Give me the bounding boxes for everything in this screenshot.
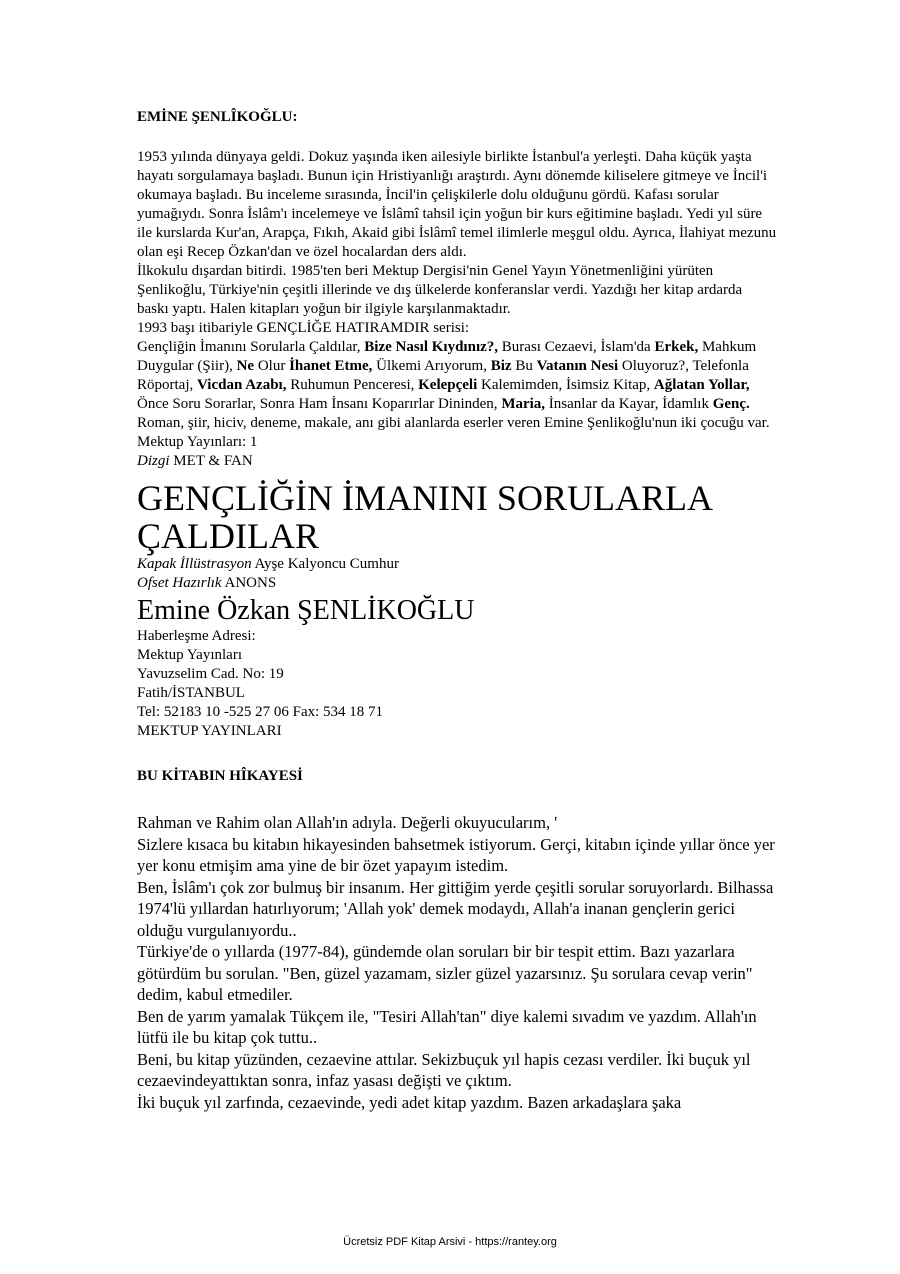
story-paragraph: Ben, İslâm'ı çok zor bulmuş bir insanım. Her gittiğim yerde çeşitli sorular soruyorlardı. Bilhassa 1974'lü yıllardan hatırlıyorum; 'Allah yok' demek modaydı, Allah'a inanan gençlerin gerici olduğu vurgulanıyordu..: [137, 877, 774, 940]
story-paragraph: Sizlere kısaca bu kitabın hikayesinden bahsetmek istiyorum. Gerçi, kitabın içinde yıllar önce yer yer konu etmişim ama yine de bir özet yapayım istedim.: [137, 834, 775, 875]
document-page: [137, 108, 777, 1113]
book-list-bold: İhanet Etme,: [289, 358, 373, 374]
book-list-bold: Biz: [490, 358, 512, 374]
book-list-text: Kalemimden, İsimsiz Kitap,: [477, 377, 654, 393]
book-list-text: Ülkemi Arıyorum,: [372, 358, 491, 374]
story-heading: BU KİTABIN HÎKAYESİ: [137, 768, 303, 784]
page-footer: Ücretsiz PDF Kitap Arsivi - https://rantey.org: [343, 1236, 557, 1248]
contact-address: [137, 627, 777, 741]
book-list-bold: Vicdan Azabı,: [197, 377, 287, 393]
bio-paragraph: 1953 yılında dünyaya geldi. Dokuz yaşında iken ailesiyle birlikte İstanbul'a yerleşti. Daha küçük yaşta hayatı sorgulamaya başladı. Bunun için Hristiyanlığı araştırdı. Aynı dönemde kiliselere gitmeye ve İncil'i okumaya başladı. Bu inceleme sırasında, İncil'in çelişkilerle dolu olduğunu gördü. Kafası sorular yumağıydı. Sonra İslâm'ı incelemeye ve İslâmî tahsil için yoğun bir kurs eğitimine başladı. Yedi yıl süre ile kurslarda Kur'an, Arapça, Fıkıh, Akaid gibi İslâmî temel ilimlerle meşgul oldu. Ayrıca, İlahiyat mezunu olan eşi Recep Özkan'dan ve özel hocalardan ders aldı.: [137, 149, 777, 260]
kapak-credit: [137, 555, 777, 574]
story-paragraph: İki buçuk yıl zarfında, cezaevinde, yedi adet kitap yazdım. Bazen arkadaşlara şaka: [137, 1092, 682, 1112]
book-list-text: Mahkum Duygular (Şiir),: [137, 339, 757, 374]
address-line: Haberleşme Adresi:: [137, 628, 256, 644]
book-list-bold: Ağlatan Yollar,: [653, 377, 750, 393]
bio-paragraph: 1993 başı itibariyle GENÇLİĞE HATIRAMDIR serisi:: [137, 320, 470, 336]
story-body: [137, 812, 777, 1113]
address-line: Yavuzselim Cad. No: 19: [137, 666, 284, 682]
ofset-credit: [137, 574, 777, 593]
author-bio: [137, 148, 777, 471]
dizgi-label: Dizgi: [137, 453, 170, 469]
ofset-label: Ofset Hazırlık: [137, 575, 222, 591]
bio-paragraph: Roman, şiir, hiciv, deneme, makale, anı gibi alanlarda eserler veren Emine Şenlikoğlu'nun iki çocuğu var.: [137, 415, 770, 431]
bio-paragraph: İlkokulu dışardan bitirdi. 1985'ten beri Mektup Dergisi'nin Genel Yayın Yönetmenliğini yürüten Şenlikoğlu, Türkiye'nin çeşitli illerinde ve dış ülkelerde konferanslar verdi. Yazdığı her kitap ardarda baskı yaptı. Halen kitapları yoğun bir ilgiyle karşılanmaktadır.: [137, 263, 743, 317]
dizgi-line: [137, 452, 777, 471]
book-list-text: Ruhumun Penceresi,: [286, 377, 419, 393]
address-line: MEKTUP YAYINLARI: [137, 723, 282, 739]
author-heading: EMİNE ŞENLÎKOĞLU:: [137, 109, 298, 125]
book-list-text: Önce Soru Sorarlar, Sonra Ham İnsanı Koparırlar Dininden,: [137, 396, 502, 412]
dizgi-value: MET & FAN: [169, 453, 253, 469]
credits: [137, 555, 777, 593]
story-paragraph: Beni, bu kitap yüzünden, cezaevine attılar. Sekizbuçuk yıl hapis cezası verdiler. İki buçuk yıl cezaevindeyattıktan sonra, infaz yasası değişti ve çıktım.: [137, 1049, 751, 1090]
author-name: Emine Özkan ŞENLİKOĞLU: [137, 595, 475, 626]
book-list-text: İnsanlar da Kayar, İdamlık: [545, 396, 713, 412]
kapak-value: Ayşe Kalyoncu Cumhur: [251, 556, 399, 572]
book-list-bold: Bize Nasıl Kıydınız?,: [364, 339, 499, 355]
story-paragraph: Ben de yarım yamalak Tükçem ile, "Tesiri Allah'tan" diye kalemi sıvadım ve yazdım. Allah'ın lütfü ile bu kitap çok tuttu..: [137, 1006, 757, 1047]
story-paragraph: Rahman ve Rahim olan Allah'ın adıyla. Değerli okuyucularım, ': [137, 813, 558, 832]
address-line: Mektup Yayınları: [137, 647, 242, 663]
book-list-bold: Genç.: [712, 396, 750, 412]
book-list-text: Burası Cezaevi, İslam'da: [498, 339, 655, 355]
book-list-bold: Maria,: [501, 396, 546, 412]
kapak-label: Kapak İllüstrasyon: [137, 556, 252, 572]
book-list-bold: Vatanın Nesi: [536, 358, 619, 374]
book-list-bold: Kelepçeli: [418, 377, 478, 393]
book-list-text: Bu: [511, 358, 537, 374]
book-list-bold: Erkek,: [654, 339, 699, 355]
book-list-text: Olur: [254, 358, 290, 374]
story-paragraph: Türkiye'de o yıllarda (1977-84), gündemde olan soruları bir bir tespit ettim. Bazı yazarlara götürdüm bu sorulan. "Ben, güzel yazamam, sizler güzel yazarsınız. Şu sorulara cevap verin" dedim, kabul etmediler.: [137, 942, 753, 1004]
book-list-bold: Ne: [236, 358, 255, 374]
book-list: [137, 338, 777, 414]
publisher-line: Mektup Yayınları: 1: [137, 434, 258, 450]
ofset-value: ANONS: [221, 575, 277, 591]
book-title: GENÇLİĞİN İMANINI SORULARLA ÇALDILAR: [137, 478, 711, 556]
address-line: Tel: 52183 10 -525 27 06 Fax: 534 18 71: [137, 704, 384, 720]
address-line: Fatih/İSTANBUL: [137, 685, 245, 701]
book-list-text: Oluyoruz?, Telefonla Röportaj,: [137, 358, 749, 393]
book-list-text: Gençliğin İmanını Sorularla Çaldılar,: [137, 339, 365, 355]
